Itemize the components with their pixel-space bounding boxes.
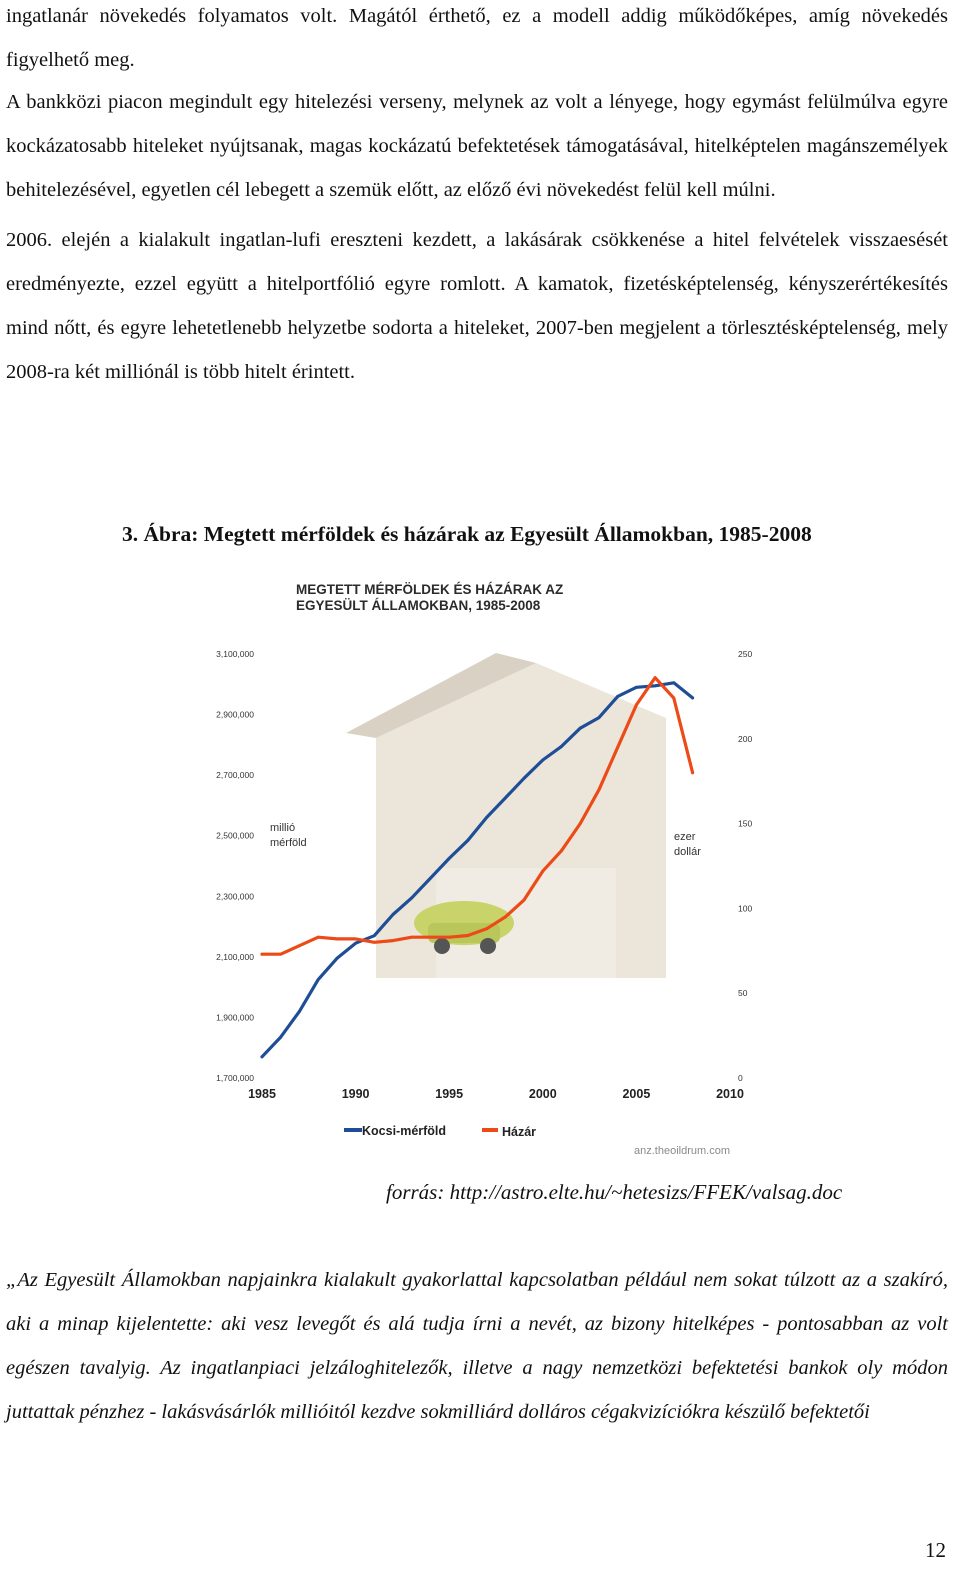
miles-point — [336, 957, 339, 960]
house-price-point — [392, 939, 395, 942]
miles-point — [541, 759, 544, 762]
miles-point — [691, 697, 694, 700]
toy-car-wheel-front — [434, 938, 450, 954]
miles-point — [410, 896, 413, 899]
miles-point — [598, 716, 601, 719]
miles-point — [298, 1010, 301, 1013]
right-axis-ticks — [738, 649, 752, 1083]
miles-point — [654, 684, 657, 687]
house-price-point — [298, 944, 301, 947]
house-price-point — [373, 941, 376, 944]
house-price-point — [279, 953, 282, 956]
house-price-point — [541, 870, 544, 873]
right-unit-label-line-1: ezer — [674, 831, 696, 843]
left-unit-label-line-2: mérföld — [270, 837, 307, 849]
chart-figure — [196, 568, 780, 1168]
page-number: 12 — [925, 1538, 946, 1562]
left-tick-label: 2,300,000 — [216, 891, 254, 902]
right-unit-label-line-2: dollár — [674, 846, 701, 858]
miles-point — [560, 745, 563, 748]
chart-svg — [196, 568, 780, 1168]
left-tick-label: 1,700,000 — [216, 1073, 254, 1083]
chart-title-line-1: MEGTETT MÉRFÖLDEK ÉS HÁZÁRAK AZ — [296, 582, 564, 597]
miles-point — [429, 877, 432, 880]
chart-title-line-2: EGYESÜLT ÁLLAMOKBAN, 1985-2008 — [296, 598, 541, 613]
left-axis-ticks — [216, 649, 254, 1083]
right-tick-label: 50 — [738, 988, 748, 999]
house-price-point — [448, 936, 451, 939]
right-tick-label: 200 — [738, 733, 753, 744]
left-tick-label: 2,700,000 — [216, 770, 254, 781]
house-price-point — [336, 938, 339, 941]
legend-label-house-price: Házár — [502, 1125, 537, 1139]
chart-legend — [344, 1124, 536, 1139]
chart-watermark — [634, 1145, 730, 1157]
miles-point — [317, 978, 320, 981]
figure-source: forrás: http://astro.elte.hu/~hetesizs/FFEK/valsag.doc — [386, 1180, 843, 1204]
quote-paragraph: „Az Egyesült Államokban napjainkra kialakult gyakorlattal kapcsolatban például nem sokat túlzott az a szakíró, aki a minap kijelentette: aki vesz levegőt és alá tudja írni a nevét, az bizony hitelképes - pontosabban az volt egészen tavalyig. Az ingatlanpiaci jelzáloghitelezők, illetve a nagy nemzetközi befektetési bankok oly módon juttattak pénzhez - lakásvásárlók millióitól kezdve sokmilliárd dolláros cégakvizíciókra készülő befektetői — [6, 1269, 948, 1423]
legend-label-miles: Kocsi-mérföld — [362, 1124, 447, 1138]
x-axis-ticks — [248, 1087, 744, 1101]
miles-point — [448, 857, 451, 860]
house-price-point — [598, 788, 601, 791]
right-tick-label: 250 — [738, 649, 753, 659]
house-price-point — [354, 938, 357, 941]
miles-point — [635, 686, 638, 689]
house-price-point — [485, 927, 488, 930]
miles-point — [485, 816, 488, 819]
house-price-point — [560, 849, 563, 852]
house-price-point — [504, 916, 507, 919]
house-price-point — [616, 746, 619, 749]
house-price-point — [429, 936, 432, 939]
left-tick-label: 2,500,000 — [216, 830, 254, 841]
chart-background-photo — [346, 653, 666, 978]
miles-point — [616, 695, 619, 698]
house-price-point — [654, 676, 657, 679]
left-tick-label: 1,900,000 — [216, 1012, 254, 1023]
miles-point — [279, 1036, 282, 1039]
x-tick-label: 1990 — [341, 1087, 370, 1101]
x-tick-label: 1985 — [248, 1087, 276, 1101]
right-tick-label: 0 — [738, 1073, 743, 1083]
miles-point — [354, 942, 357, 945]
miles-point — [467, 839, 470, 842]
watermark-text: anz.theoildrum.com — [634, 1145, 730, 1157]
house-price-point — [410, 936, 413, 939]
toy-car-wheel-rear — [480, 938, 496, 954]
miles-point — [504, 797, 507, 800]
house-price-point — [317, 936, 320, 939]
left-tick-label: 2,900,000 — [216, 709, 254, 720]
left-tick-label: 3,100,000 — [216, 649, 254, 659]
miles-point — [373, 934, 376, 937]
paragraph-interbank-competition: A bankközi piacon megindult egy hitelezési verseny, melynek az volt a lényege, hogy egymást felülmúlva egyre kockázatosabb hiteleket nyújtsanak, magas kockázatú befektetések támogatásával, hitelképtelen magánszemélyek behitelezésével, egyetlen cél lebegett a szemük előtt, az előző évi növekedést felül kell múlni. — [6, 91, 948, 201]
miles-point — [672, 681, 675, 684]
paragraph-2006-bubble: 2006. elején a kialakult ingatlan-lufi ereszteni kezdett, a lakásárak csökkenése a hitel felvételek visszaesését eredményezte, ezzel együtt a hitelportfólió egyre romlott. A kamatok, fizetésképtelenség, kényszerértékesítés mind nőtt, és egyre lehetetlenebb helyzetbe sodorta a hiteleket, 2007-ben megjelent a törlesztésképtelenség, mely 2008-ra két milliónál is több hitelt érintett. — [6, 229, 948, 383]
chart-title — [296, 582, 563, 613]
miles-point — [579, 727, 582, 730]
x-tick-label: 2000 — [528, 1087, 557, 1101]
left-tick-label: 2,100,000 — [216, 951, 254, 962]
miles-point — [392, 913, 395, 916]
house-price-point — [261, 953, 264, 956]
miles-point — [523, 777, 526, 780]
x-tick-label: 2005 — [622, 1087, 651, 1101]
right-tick-label: 100 — [738, 903, 753, 914]
house-price-point — [635, 704, 638, 707]
house-price-point — [467, 934, 470, 937]
right-tick-label: 150 — [738, 818, 753, 829]
figure-caption: 3. Ábra: Megtett mérföldek és házárak az Egyesült Államokban, 1985-2008 — [122, 522, 812, 546]
house-price-point — [523, 899, 526, 902]
house-price-point — [691, 771, 694, 774]
house-price-point — [672, 697, 675, 700]
x-tick-label: 1995 — [435, 1087, 464, 1101]
house-price-point — [579, 822, 582, 825]
left-unit-label-line-1: millió — [270, 822, 296, 834]
miles-point — [261, 1055, 264, 1058]
x-tick-label: 2010 — [716, 1087, 744, 1101]
paragraph-intro: ingatlanár növekedés folyamatos volt. Magától érthető, ez a modell addig működőképes, amíg növekedés figyelhető meg. — [6, 5, 948, 71]
